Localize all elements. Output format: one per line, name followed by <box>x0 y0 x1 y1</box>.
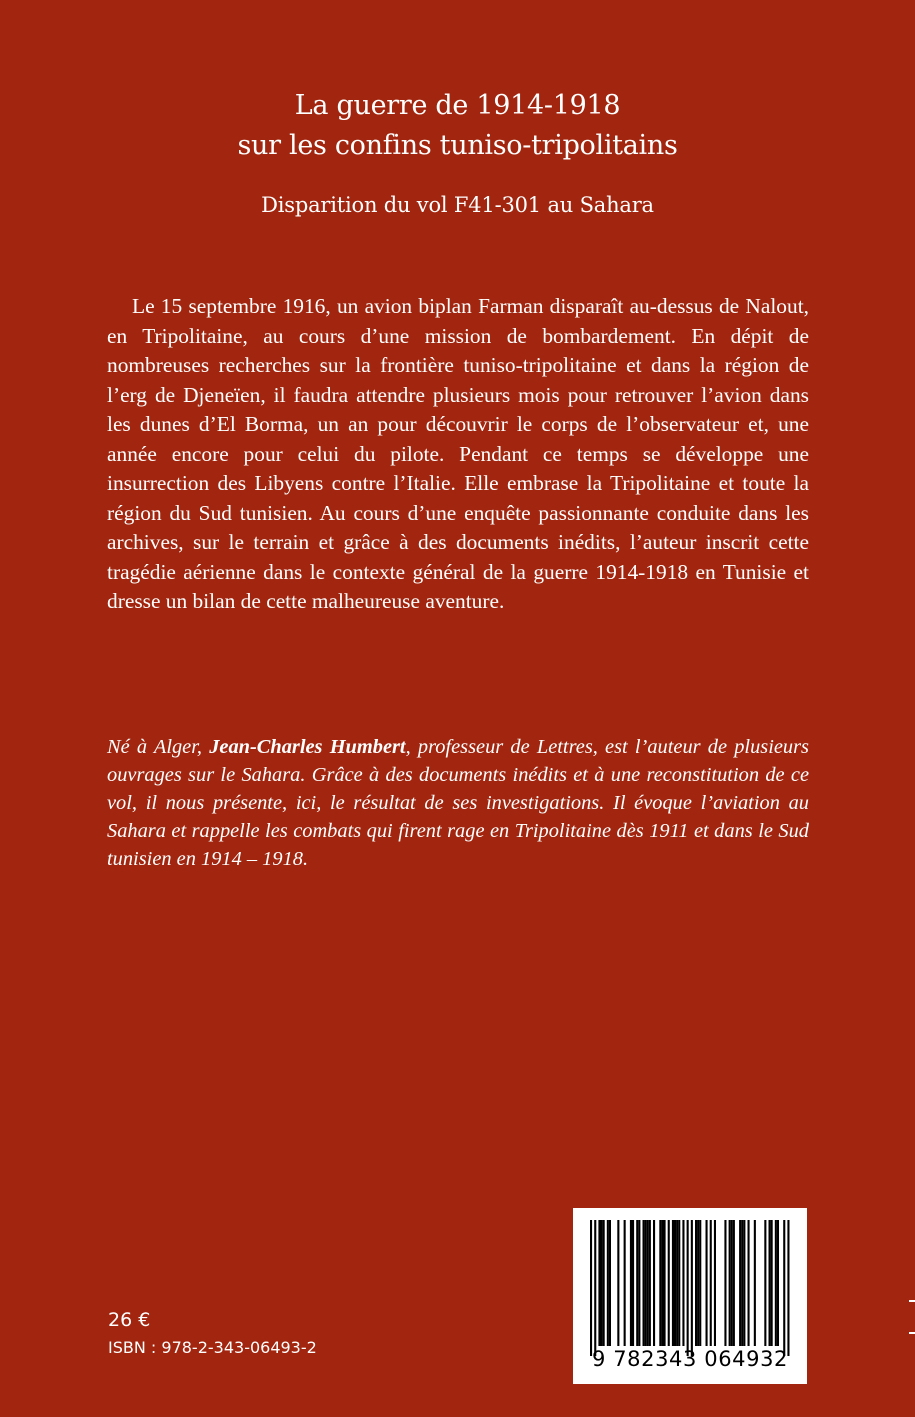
barcode-bar <box>748 1220 750 1346</box>
cover-title-block <box>0 86 915 166</box>
barcode-bar <box>706 1220 708 1346</box>
barcode-bar <box>710 1220 712 1346</box>
barcode-bar <box>771 1220 773 1346</box>
isbn-barcode <box>573 1208 807 1384</box>
barcode-bar <box>653 1220 655 1346</box>
barcode-bar <box>636 1220 638 1346</box>
barcode-guard-bar <box>590 1220 592 1356</box>
barcode-bar <box>682 1220 684 1346</box>
barcode-guard-bar <box>691 1220 693 1356</box>
barcode-bar <box>659 1220 661 1346</box>
barcode-bar <box>664 1220 666 1346</box>
barcode-bar <box>643 1220 645 1346</box>
barcode-bar <box>638 1220 640 1346</box>
barcode-bar <box>674 1220 676 1346</box>
barcode-bar <box>661 1220 663 1346</box>
barcode-bar <box>714 1220 716 1346</box>
barcode-bar <box>769 1220 771 1346</box>
price-label: 26 € <box>108 1309 151 1331</box>
barcode-bar <box>603 1220 605 1346</box>
barcode-guard-bar <box>787 1220 789 1356</box>
barcode-bar <box>739 1220 741 1346</box>
barcode-bar <box>775 1220 777 1346</box>
barcode-bar <box>697 1220 699 1346</box>
barcode-bar <box>695 1220 697 1346</box>
barcode-bar <box>645 1220 647 1346</box>
barcode-bar <box>647 1220 649 1346</box>
barcode-bar <box>598 1220 600 1346</box>
barcode-bar <box>601 1220 603 1346</box>
barcode-digits: 9 782343 064932 <box>591 1347 789 1371</box>
barcode-bar <box>678 1220 680 1346</box>
barcode-guard-bar <box>594 1220 596 1356</box>
barcode-bar <box>731 1220 733 1346</box>
barcode-bar <box>617 1220 619 1346</box>
author-bio-text: , professeur de Lettres, est l’auteur de plusieurs ouvrages sur le Sahara. Grâce à des documents inédits et à une reconstitution de ce vol, il nous présente, ici, le résultat de ses investigations. Il évoque l’aviation au Sahara et rappelle les combats qui firent rage en Tripolitaine dès 1911 et dans le Sud tunisien en 1914 – 1918. <box>107 736 809 870</box>
author-bio-intro: Né à Alger, <box>107 736 210 758</box>
barcode-bar <box>609 1220 611 1346</box>
barcode-guard-bar <box>783 1220 785 1356</box>
barcode-guard-bar <box>687 1220 689 1356</box>
barcode-bar <box>632 1220 634 1346</box>
book-summary: Le 15 septembre 1916, un avion biplan Farman disparaît au-dessus de Nalout, en Tripolitaine, au cours d’une mission de bombardement. En dépit de nombreuses recherches sur la frontière tuniso-tripolitaine et dans la région de l’erg de Djeneïen, il faudra attendre plusieurs mois pour retrouver l’avion dans les dunes d’El Borma, un an pour découvrir le corps de l’observateur et, une année encore pour celui du pilote. Pendant ce temps se développe une insurrection des Libyens contre l’Italie. Elle embrase la Tripolitaine et toute la région du Sud tunisien. Au cours d’une enquête passionnante conduite dans les archives, sur le terrain et grâce à des documents inédits, l’auteur inscrit cette tragédie aérienne dans le contexte général de la guerre 1914-1918 en Tunisie et dresse un bilan de cette malheureuse aventure. <box>107 294 809 613</box>
barcode-bar <box>672 1220 674 1346</box>
cover-subtitle: Disparition du vol F41-301 au Sahara <box>261 193 654 217</box>
barcode-bar <box>668 1220 670 1346</box>
barcode-bar <box>743 1220 745 1346</box>
cover-title-line-2: sur les confins tuniso-tripolitains <box>237 130 678 161</box>
barcode-bar <box>729 1220 731 1346</box>
author-name: Jean-Charles Humbert <box>209 736 406 758</box>
barcode-bar <box>724 1220 726 1346</box>
barcode-bar <box>699 1220 701 1346</box>
edge-mark-bottom <box>909 1332 915 1334</box>
isbn-label: ISBN : 978-2-343-06493-2 <box>108 1338 317 1357</box>
barcode-bar <box>764 1220 766 1346</box>
barcode-bar <box>624 1220 626 1346</box>
cover-title-line-1: La guerre de 1914-1918 <box>294 90 621 121</box>
barcode-bar <box>630 1220 632 1346</box>
barcode-bar <box>607 1220 609 1346</box>
barcode-bar <box>676 1220 678 1346</box>
barcode-bar <box>733 1220 735 1346</box>
barcode-bar <box>741 1220 743 1346</box>
author-biography <box>107 733 809 873</box>
edge-mark-top <box>909 1300 915 1302</box>
barcode-bar <box>777 1220 779 1346</box>
barcode-bar <box>649 1220 651 1346</box>
barcode-bar <box>754 1220 756 1346</box>
